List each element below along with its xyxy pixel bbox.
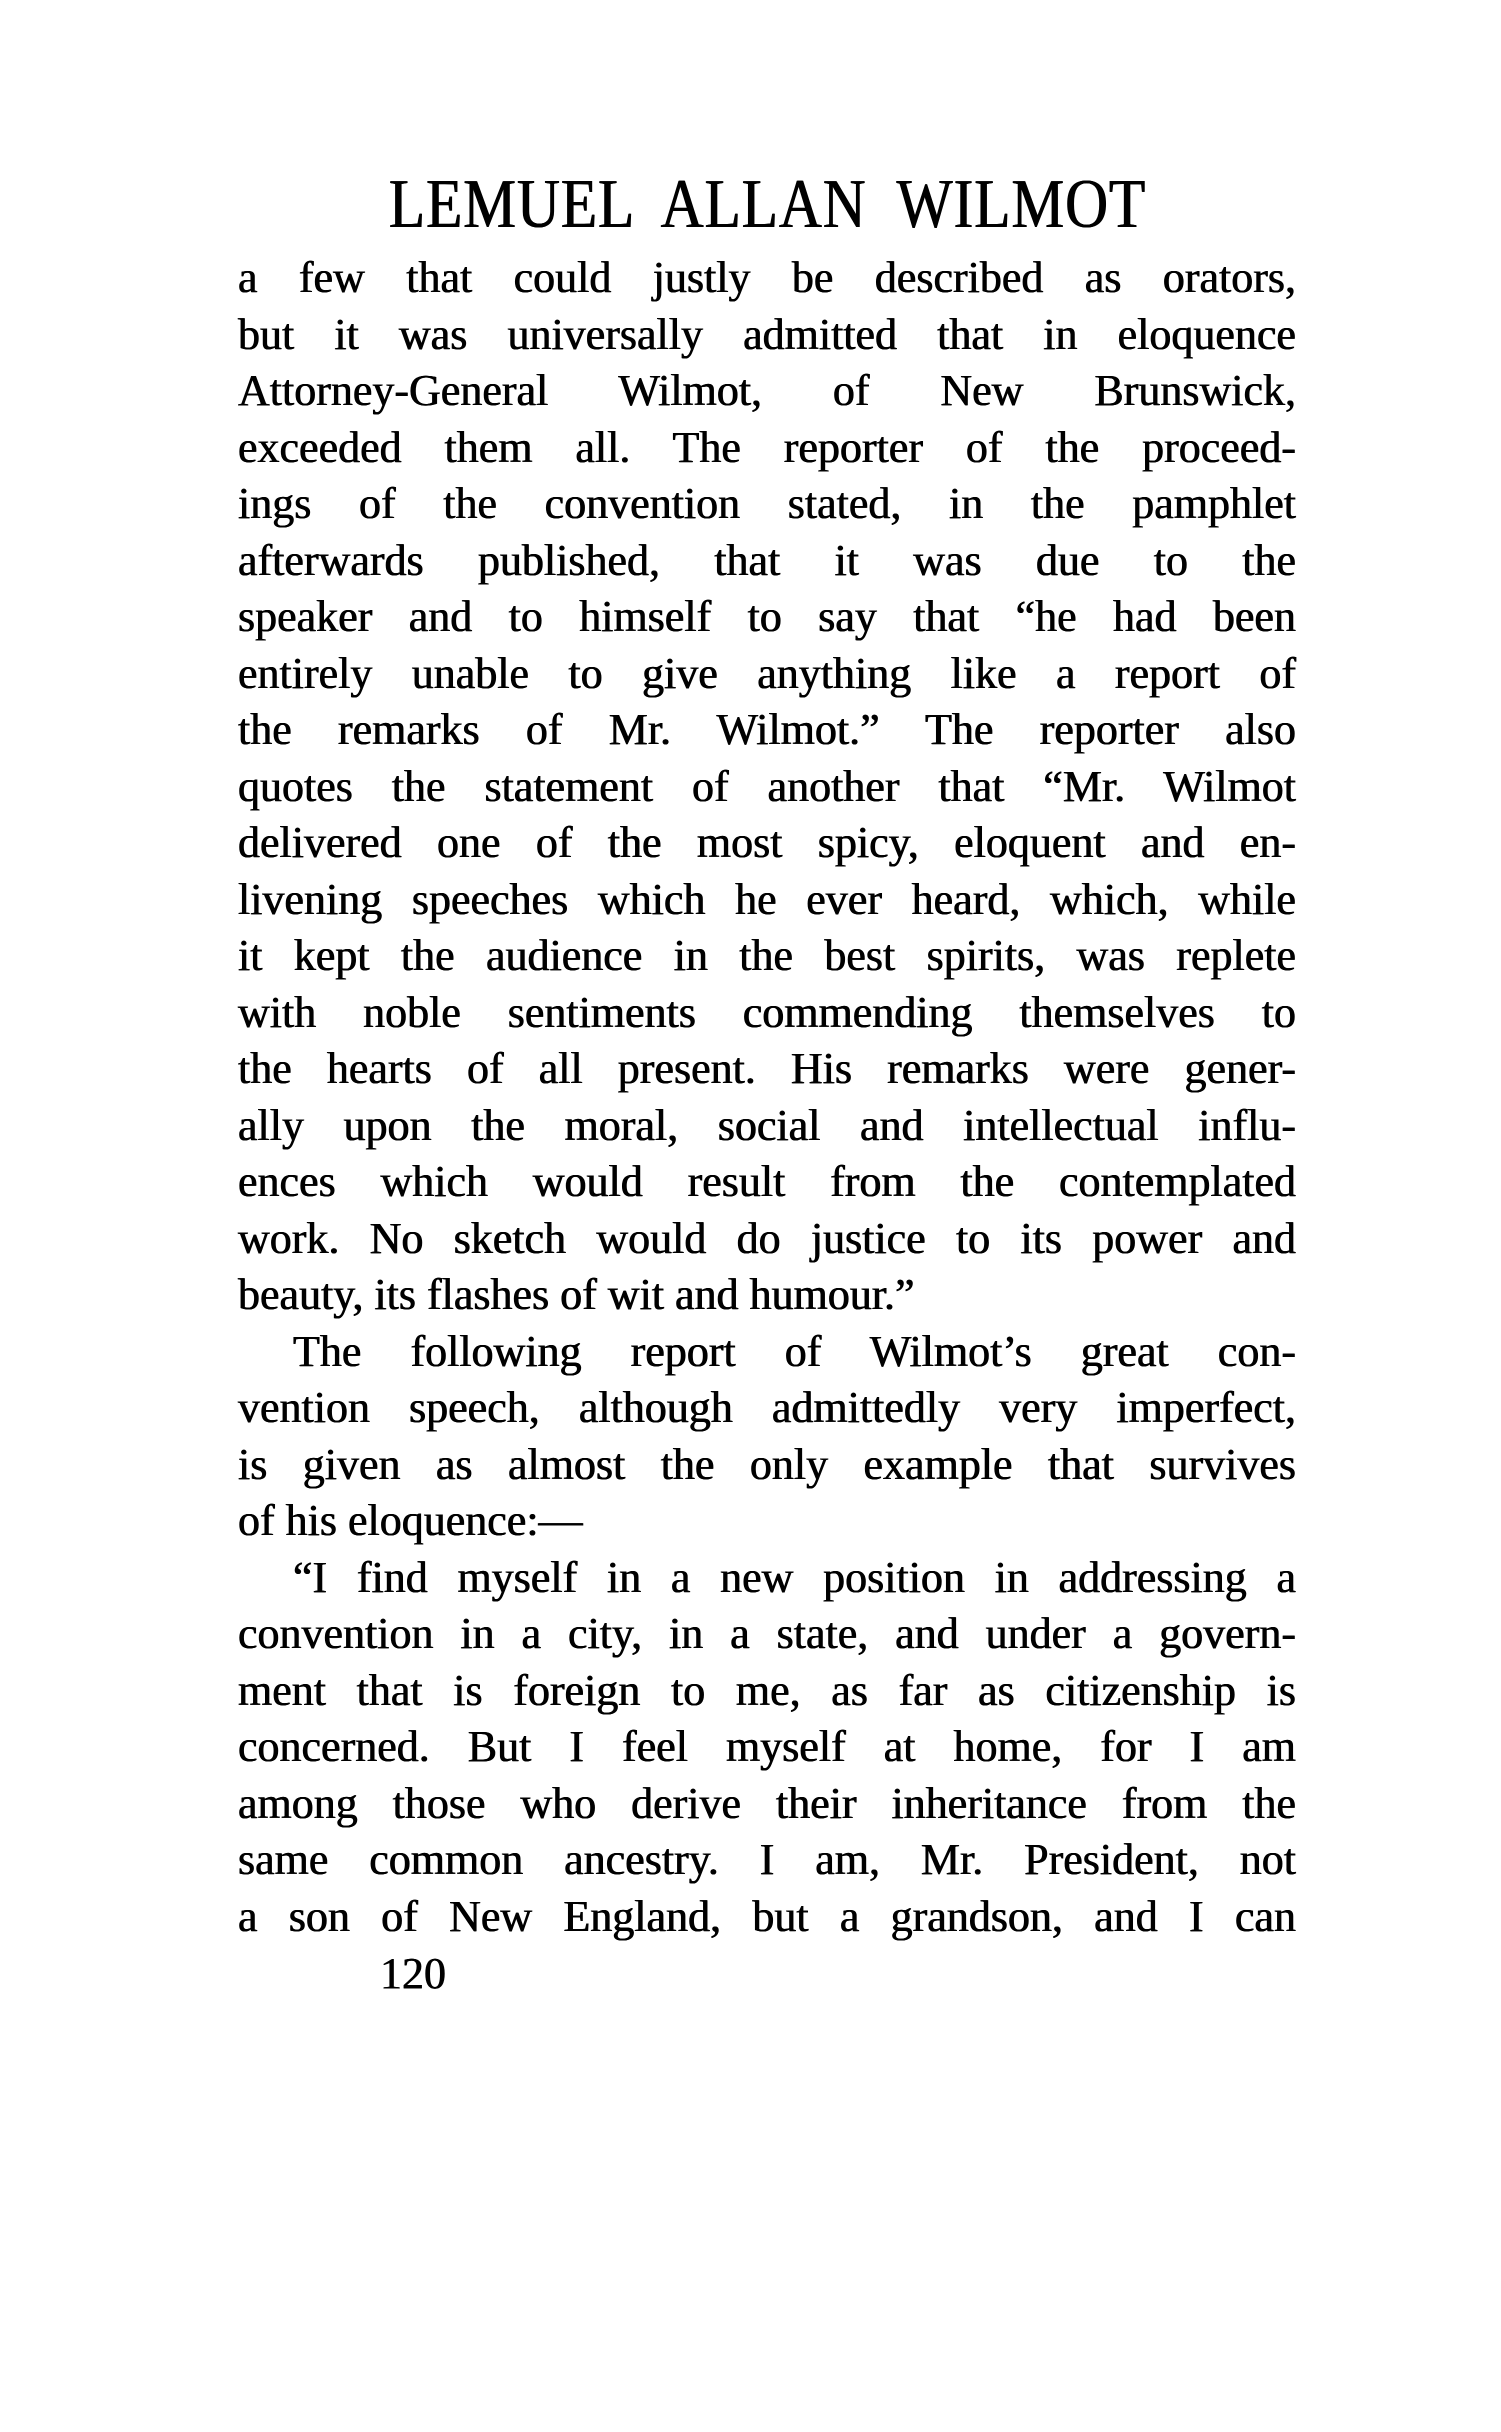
text-line: ment that is foreign to me, as far as citizenship is <box>238 1665 1296 1715</box>
text-line: livening speeches which he ever heard, which, while <box>238 874 1296 924</box>
text-line: ings of the convention stated, in the pamphlet <box>238 479 1296 528</box>
text-line: among those who derive their inheritance from the <box>238 1778 1296 1828</box>
text-line: “I find myself in a new position in addressing a <box>293 1552 1296 1602</box>
text-line: afterwards published, that it was due to the <box>238 535 1296 585</box>
page-header: LEMUEL ALLAN WILMOT <box>388 166 1146 243</box>
page-number: 120 <box>380 1949 446 1998</box>
text-line: Attorney-General Wilmot, of New Brunswick, <box>238 366 1296 415</box>
text-line: work. No sketch would do justice to its power and <box>238 1213 1296 1263</box>
text-line: vention speech, although admittedly very imperfect, <box>238 1383 1296 1432</box>
text-line: of his eloquence:— <box>238 1496 583 1545</box>
header-row <box>238 168 1296 242</box>
text-line: quotes the statement of another that “Mr. Wilmot <box>238 761 1296 811</box>
text-line: ences which would result from the contemplated <box>238 1157 1296 1206</box>
text-line: with noble sentiments commending themselves to <box>238 987 1296 1037</box>
text-line: it kept the audience in the best spirits, was replete <box>238 931 1296 980</box>
text-line: The following report of Wilmot’s great con- <box>293 1326 1296 1376</box>
body-text <box>238 250 1296 1945</box>
text-line: concerned. But I feel myself at home, for I am <box>238 1722 1296 1771</box>
text-line: delivered one of the most spicy, eloquent and en- <box>238 818 1296 867</box>
text-line: is given as almost the only example that survives <box>238 1439 1296 1489</box>
text-line: a son of New England, but a grandson, and I can <box>238 1891 1296 1941</box>
text-line: a few that could justly be described as orators, <box>238 253 1296 302</box>
text-line: beauty, its flashes of wit and humour.” <box>238 1270 915 1319</box>
text-line: entirely unable to give anything like a report of <box>238 648 1296 698</box>
text-line: same common ancestry. I am, Mr. President, not <box>238 1835 1296 1884</box>
text-line: the remarks of Mr. Wilmot.” The reporter also <box>238 705 1296 754</box>
text-line: convention in a city, in a state, and under a govern- <box>238 1609 1296 1658</box>
text-line: the hearts of all present. His remarks were gener- <box>238 1044 1296 1093</box>
text-line: exceeded them all. The reporter of the proceed- <box>238 422 1296 472</box>
text-line: ally upon the moral, social and intellectual influ- <box>238 1100 1296 1150</box>
text-line: but it was universally admitted that in eloquence <box>238 309 1296 359</box>
text-line: speaker and to himself to say that “he had been <box>238 592 1296 641</box>
